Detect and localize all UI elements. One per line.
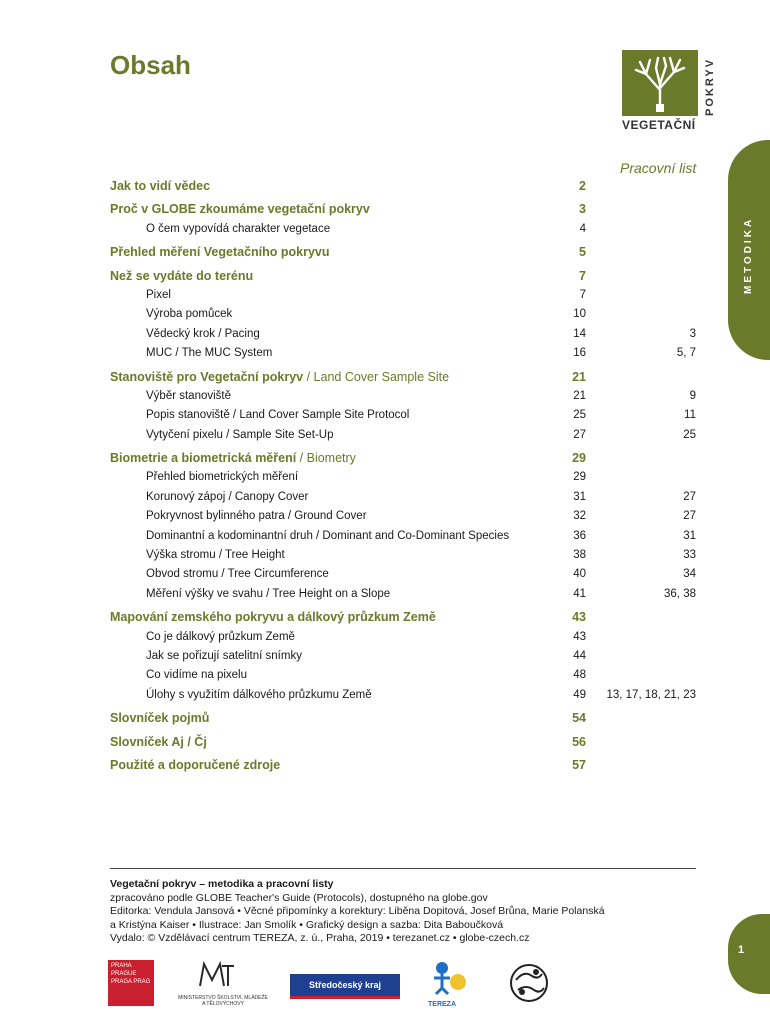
toc-page-number: 57 (572, 757, 586, 772)
toc-page-number: 40 (573, 568, 586, 581)
toc-entry-title-text: Jak se pořizují satelitní snímky (146, 649, 302, 662)
toc-subsection-row[interactable] (110, 406, 700, 425)
toc-page-number: 29 (572, 451, 586, 466)
toc-page-number: 31 (573, 490, 586, 503)
vegetacni-pokryv-logo (622, 50, 718, 130)
toc-entry-title (110, 368, 449, 387)
toc-entry-title (110, 733, 207, 752)
toc-subsection-row[interactable] (110, 325, 700, 344)
toc-entry-title (146, 488, 308, 507)
toc-entry-title (110, 177, 210, 196)
toc-section-row[interactable] (110, 368, 700, 387)
toc-entry-title-text: Přehled biometrických měření (146, 471, 299, 484)
toc-worksheet-number: 9 (689, 389, 696, 402)
toc-entry-title (146, 666, 247, 685)
toc-subsection-row[interactable] (110, 286, 700, 305)
toc-entry-title (146, 468, 298, 487)
toc-page-number: 5 (579, 245, 586, 260)
toc-entry-title-text: Vědecký krok / Pacing (146, 327, 260, 340)
toc-page-number: 7 (579, 268, 586, 283)
toc-entry-title-text: MUC / The MUC System (146, 347, 273, 360)
toc-section-row[interactable] (110, 200, 700, 219)
page-number: 1 (738, 944, 745, 956)
toc-entry-title (146, 305, 232, 324)
toc-subsection-row[interactable] (110, 628, 700, 647)
page-number-tab (728, 914, 770, 994)
toc-subsection-row[interactable] (110, 387, 700, 406)
toc-entry-title-text: Co vidíme na pixelu (146, 669, 247, 682)
toc-entry-title-text: Přehled měření Vegetačního pokryvu (110, 245, 330, 260)
toc-section-row[interactable] (110, 733, 700, 752)
toc-entry-title-text: Než se vydáte do terénu (110, 268, 254, 283)
toc-entry-title (110, 608, 436, 627)
page-title: Obsah (110, 50, 191, 80)
toc-subsection-row[interactable] (110, 585, 700, 604)
toc-page-number: 10 (573, 308, 586, 321)
toc-worksheet-number: 33 (683, 549, 696, 562)
toc-entry-title-text: Výška stromu / Tree Height (146, 549, 285, 562)
colophon-title: Vegetační pokryv – metodika a pracovní listy (110, 878, 334, 890)
toc-entry-title-text: Úlohy s využitím dálkového průzkumu Země (146, 688, 372, 701)
toc-subsection-row[interactable] (110, 488, 700, 507)
toc-page-number: 43 (573, 630, 586, 643)
toc-entry-title (146, 387, 231, 406)
toc-entry-title-text: Biometrie a biometrická měření (110, 451, 297, 466)
toc-worksheet-number: 25 (683, 428, 696, 441)
toc-page-number: 43 (572, 610, 586, 625)
toc-entry-title (146, 585, 390, 604)
toc-entry-title (146, 507, 367, 526)
toc-page-number: 38 (573, 549, 586, 562)
toc-entry-title-text: Slovníček Aj / Čj (110, 734, 207, 749)
toc-page-number: 49 (573, 688, 586, 701)
globe-logo (506, 960, 552, 1006)
toc-subsection-row[interactable] (110, 468, 700, 487)
toc-worksheet-number: 27 (683, 510, 696, 523)
toc-page-number: 48 (573, 669, 586, 682)
toc-subsection-row[interactable] (110, 507, 700, 526)
toc-page-number: 41 (573, 587, 586, 600)
section-tab-label: METODIKA (743, 216, 754, 294)
toc-page-number: 7 (579, 288, 586, 301)
toc-page-number: 29 (573, 471, 586, 484)
colophon (110, 878, 710, 946)
toc-worksheet-number: 11 (684, 409, 696, 422)
toc-entry-title-text: Popis stanoviště / Land Cover Sample Site Protocol (146, 409, 410, 422)
toc-entry-title (146, 220, 330, 239)
praha-logo: PRAHA PRAGUE PRAGA PRAG (108, 960, 154, 1006)
toc-entry-title (146, 647, 302, 666)
toc-entry-title-text: Dominantní a kodominantní druh / Dominant and Co-Dominant Species (146, 529, 510, 542)
toc-entry-title-text: Vytyčení pixelu / Sample Site Set-Up (146, 428, 334, 441)
toc-worksheet-number: 13, 17, 18, 21, 23 (606, 688, 696, 701)
msmt-logo (178, 960, 268, 1006)
toc-entry-title-text: Měření výšky ve svahu / Tree Height on a Slope (146, 587, 391, 600)
toc-entry-title-text: O čem vypovídá charakter vegetace (146, 222, 331, 235)
toc-subsection-row[interactable] (110, 565, 700, 584)
toc-subsection-row[interactable] (110, 344, 700, 363)
toc-entry-title (146, 344, 272, 363)
toc-entry-title (146, 426, 334, 445)
toc-page-number: 54 (572, 711, 586, 726)
toc-worksheet-number: 3 (689, 327, 696, 340)
toc-section-row[interactable] (110, 709, 700, 728)
toc-entry-title-text: Co je dálkový průzkum Země (146, 630, 295, 643)
toc-page-number: 32 (573, 510, 586, 523)
toc-entry-title (110, 709, 209, 728)
colophon-source: zpracováno podle GLOBE Teacher's Guide (Protocols), dostupného na globe.gov (110, 891, 488, 904)
toc-entry-title (110, 200, 370, 219)
toc-entry-title-text: Korunový zápoj / Canopy Cover (146, 490, 309, 503)
toc-page-number: 14 (573, 327, 586, 340)
toc-subsection-row[interactable] (110, 686, 700, 705)
footer-divider (110, 868, 696, 869)
tereza-logo (428, 960, 478, 1006)
toc-section-row[interactable] (110, 756, 700, 775)
toc-entry-title (110, 756, 280, 775)
toc-entry-title-text: Slovníček pojmů (110, 711, 210, 726)
colophon-credits-2: a Kristýna Kaiser • Ilustrace: Jan Smolík • Grafický design a sazba: Dita Baboučková (110, 918, 504, 931)
toc-page-number: 27 (573, 428, 586, 441)
toc-entry-title (110, 267, 253, 286)
toc-worksheet-number: 5, 7 (676, 347, 696, 360)
toc-page-number: 56 (572, 734, 586, 749)
toc-entry-title (146, 565, 329, 584)
stredocesky-kraj-logo: Středočeský kraj (290, 974, 400, 999)
tree-icon (622, 50, 698, 116)
toc-page-number: 3 (579, 202, 586, 217)
toc-subsection-row[interactable] (110, 647, 700, 666)
toc-subsection-row[interactable] (110, 220, 700, 239)
toc-entry-title-text: Jak to vidí vědec (110, 179, 211, 193)
toc-entry-title (146, 546, 285, 565)
toc-entry-title-text: Mapování zemského pokryvu a dálkový průzkum Země (110, 610, 436, 625)
colophon-credits: Editorka: Vendula Jansová • Věcné připomínky a korektury: Liběna Dopitová, Josef Brůna, Marie Polanská (110, 905, 605, 918)
toc-entry-english-title: / Biometry (296, 451, 356, 466)
toc-entry-title (146, 406, 409, 425)
toc-subsection-row[interactable] (110, 666, 700, 685)
toc-page-number: 44 (573, 649, 586, 662)
toc-entry-title-text: Výroba pomůcek (146, 308, 233, 321)
toc-subsection-row[interactable] (110, 305, 700, 324)
toc-worksheet-number: 27 (683, 490, 696, 503)
tereza-logo-text: TEREZA (428, 1001, 456, 1008)
toc-entry-title (146, 527, 509, 546)
toc-entry-title (110, 243, 330, 262)
logo-vertical-text: POKRYV (704, 57, 716, 116)
toc-page-number: 16 (573, 347, 586, 360)
toc-entry-english-title: / Land Cover Sample Site (303, 369, 450, 384)
toc-page-number: 4 (579, 222, 586, 235)
toc-worksheet-number: 31 (683, 529, 696, 542)
colophon-publisher: Vydalo: © Vzdělávací centrum TEREZA, z. ú., Praha, 2019 • terezanet.cz • globe-czech.cz (110, 932, 530, 945)
toc-entry-title (146, 325, 260, 344)
toc-section-row[interactable] (110, 449, 700, 468)
toc-entry-title-text: Proč v GLOBE zkoumáme vegetační pokryv (110, 202, 370, 217)
toc-worksheet-number: 36, 38 (664, 587, 696, 600)
toc-page-number: 25 (573, 409, 586, 422)
partner-logos (108, 960, 558, 1010)
toc-page-number: 21 (572, 369, 586, 384)
toc-entry-title-text: Pixel (146, 288, 171, 301)
toc-entry-title (146, 286, 171, 305)
toc-subsection-row[interactable] (110, 527, 700, 546)
toc-page-number: 21 (573, 389, 586, 402)
toc-section-row[interactable] (110, 177, 700, 196)
toc-entry-title (146, 628, 295, 647)
toc-entry-title (146, 686, 372, 705)
toc-entry-title-text: Použité a doporučené zdroje (110, 757, 281, 772)
logo-word: VEGETAČNÍ (622, 118, 696, 132)
toc-entry-title-text: Pokryvnost bylinného patra / Ground Cover (146, 510, 367, 523)
toc-entry-title (110, 449, 356, 468)
toc-subsection-row[interactable] (110, 426, 700, 445)
toc-section-row[interactable] (110, 267, 700, 286)
toc-section-row[interactable] (110, 608, 700, 627)
toc-subsection-row[interactable] (110, 546, 700, 565)
toc-entry-title-text: Stanoviště pro Vegetační pokryv (110, 369, 304, 384)
worksheet-column-header: Pracovní list (620, 160, 697, 176)
toc-worksheet-number: 34 (683, 568, 696, 581)
toc-entry-title-text: Obvod stromu / Tree Circumference (146, 568, 329, 581)
table-of-contents (110, 177, 700, 775)
toc-page-number: 36 (573, 529, 586, 542)
toc-page-number: 2 (579, 179, 586, 193)
toc-section-row[interactable] (110, 243, 700, 262)
toc-entry-title-text: Výběr stanoviště (146, 389, 232, 402)
msmt-logo-text: MINISTERSTVO ŠKOLSTVÍ, MLÁDEŽE A TĚLOVÝCHOVY (178, 995, 268, 1007)
